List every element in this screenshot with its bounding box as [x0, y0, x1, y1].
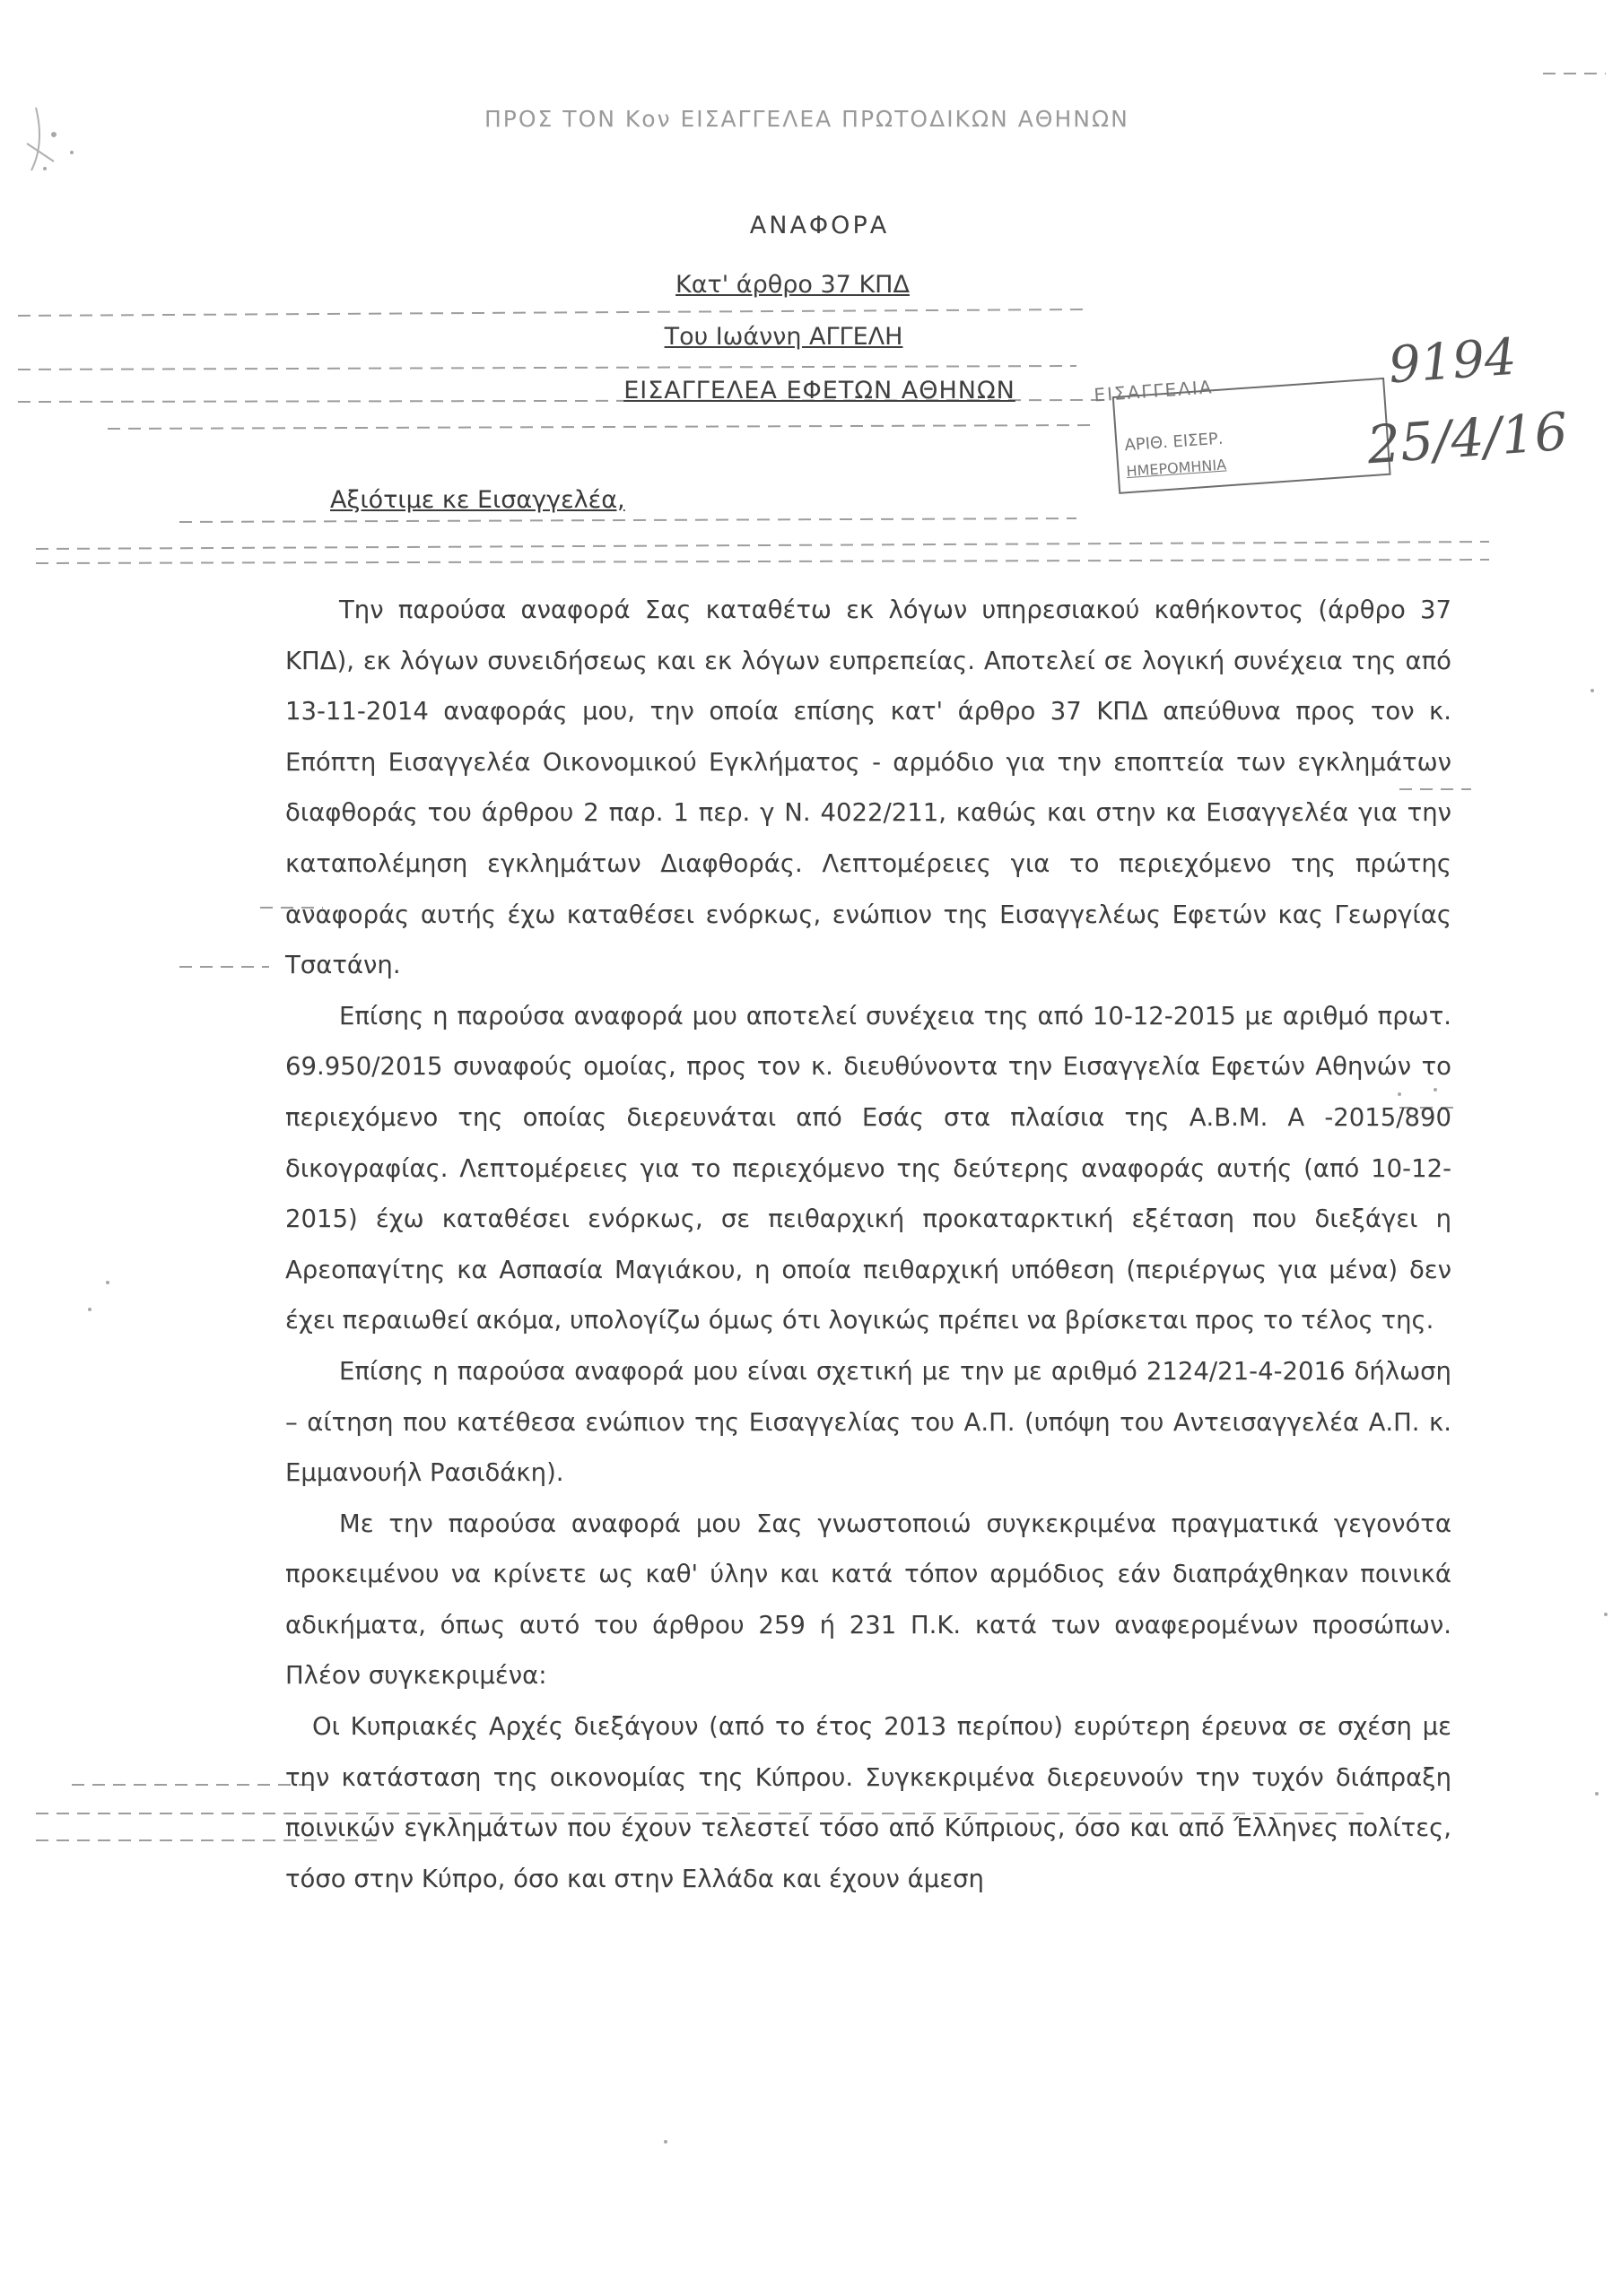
document-title: ΑΝΑΦΟΡΑ [749, 212, 890, 239]
stamp-arith-label: ΑΡΙΘ. ΕΙΣΕΡ. [1123, 429, 1224, 456]
subtitle-author: Του Ιωάννη ΑΓΓΕΛΗ [664, 323, 903, 351]
paragraph-4: Με την παρούσα αναφορά μου Σας γνωστοποιώ συγκεκριμένα πραγματικά γεγονότα προκειμένου να κρίνετε ως καθ' ύλην και κατά τόπον αρμόδιος εάν διαπράχθηκαν ποινικά αδικήματα, όπως αυτό του άρθρου 259 ή 231 Π.Κ. κατά των αναφερομένων προσώπων. Πλέον συγκεκριμένα: [285, 1509, 1451, 1691]
paragraph-5: Οι Κυπριακές Αρχές διεξάγουν (από το έτος 2013 περίπου) ευρύτερη έρευνα σε σχέση με την κατάσταση της οικονομίας της Κύπρου. Συγκεκριμένα διερευνούν την τυχόν διάπραξη ποινικών εγκλημάτων που έχουν τελεστεί τόσο από Κύπριους, όσο και από Έλληνες πολίτες, τόσο στην Κύπρο, όσο και στην Ελλάδα και έχουν άμεση [285, 1712, 1451, 1893]
paragraph-1: Την παρούσα αναφορά Σας καταθέτω εκ λόγων υπηρεσιακού καθήκοντος (άρθρο 37 ΚΠΔ), εκ λόγων συνειδήσεως και εκ λόγων ευπρεπείας. Αποτελεί σε λογική συνέχεια της από 13-11-2014 αναφοράς μου, την οποία επίσης κατ' άρθρο 37 ΚΠΔ απεύθυνα προς τον κ. Επόπτη Εισαγγελέα Οικονομικού Εγκλήματος - αρμόδιο για την εποπτεία των εγκλημάτων διαφθοράς του άρθρου 2 παρ. 1 περ. γ Ν. 4022/211, καθώς και στην κα Εισαγγελέα για την καταπολέμηση εγκλημάτων Διαφθοράς. Λεπτομέρειες για το περιεχόμενο της πρώτης αναφοράς αυτής έχω καταθέσει ενόρκως, ενώπιον της Εισαγγελέως Εφετών κας Γεωργίας Τσατάνη. [285, 596, 1451, 980]
subtitle-role: ΕΙΣΑΓΓΕΛΕΑ ΕΦΕΤΩΝ ΑΘΗΝΩΝ [623, 377, 1015, 404]
salutation: Αξιότιμε κε Εισαγγελέα, [330, 486, 625, 514]
stamp-date: 25/4/16 [1364, 400, 1570, 476]
stamp-number: 9194 [1386, 327, 1519, 396]
paragraph-2: Επίσης η παρούσα αναφορά μου αποτελεί συνέχεια της από 10-12-2015 με αριθμό πρωτ. 69.950/2015 συναφούς ομοίας, προς τον κ. διευθύνοντα την Εισαγγελία Εφετών Αθηνών το περιεχόμενο της οποίας διερευνάται από Εσάς στα πλαίσια της Α.Β.Μ. Α -2015/890 δικογραφίας. Λεπτομέρειες για το περιεχόμενο της δεύτερης αναφοράς αυτής (από 10-12-2015) έχω καταθέσει ενόρκως, σε πειθαρχική προκαταρκτική εξέταση που διεξάγει η Αρεοπαγίτης κα Ασπασία Μαγιάκου, η οποία πειθαρχική υπόθεση (περιέργως για μένα) δεν έχει περαιωθεί ακόμα, υπολογίζω όμως ότι λογικώς πρέπει να βρίσκεται προς το τέλος της. [285, 1001, 1451, 1335]
subtitle-article: Κατ' άρθρο 37 ΚΠΔ [675, 271, 910, 299]
stamp-label: ΕΙΣΑΓΓΕΛΙΑ [1093, 376, 1215, 406]
stamp-date-label: ΗΜΕΡΟΜΗΝΙΑ [1125, 456, 1227, 481]
document-body [285, 585, 1451, 1904]
addressee-line: ΠΡΟΣ ΤΟΝ Κον ΕΙΣΑΓΓΕΛΕΑ ΠΡΩΤΟΔΙΚΩΝ ΑΘΗΝΩΝ [484, 106, 1129, 132]
registry-stamp [1091, 319, 1570, 518]
paragraph-3: Επίσης η παρούσα αναφορά μου είναι σχετική με την με αριθμό 2124/21-4-2016 δήλωση – αίτηση που κατέθεσα ενώπιον της Εισαγγελίας του Α.Π. (υπόψη του Αντεισαγγελέα Α.Π. κ. Εμμανουήλ Ρασιδάκη). [285, 1356, 1451, 1488]
